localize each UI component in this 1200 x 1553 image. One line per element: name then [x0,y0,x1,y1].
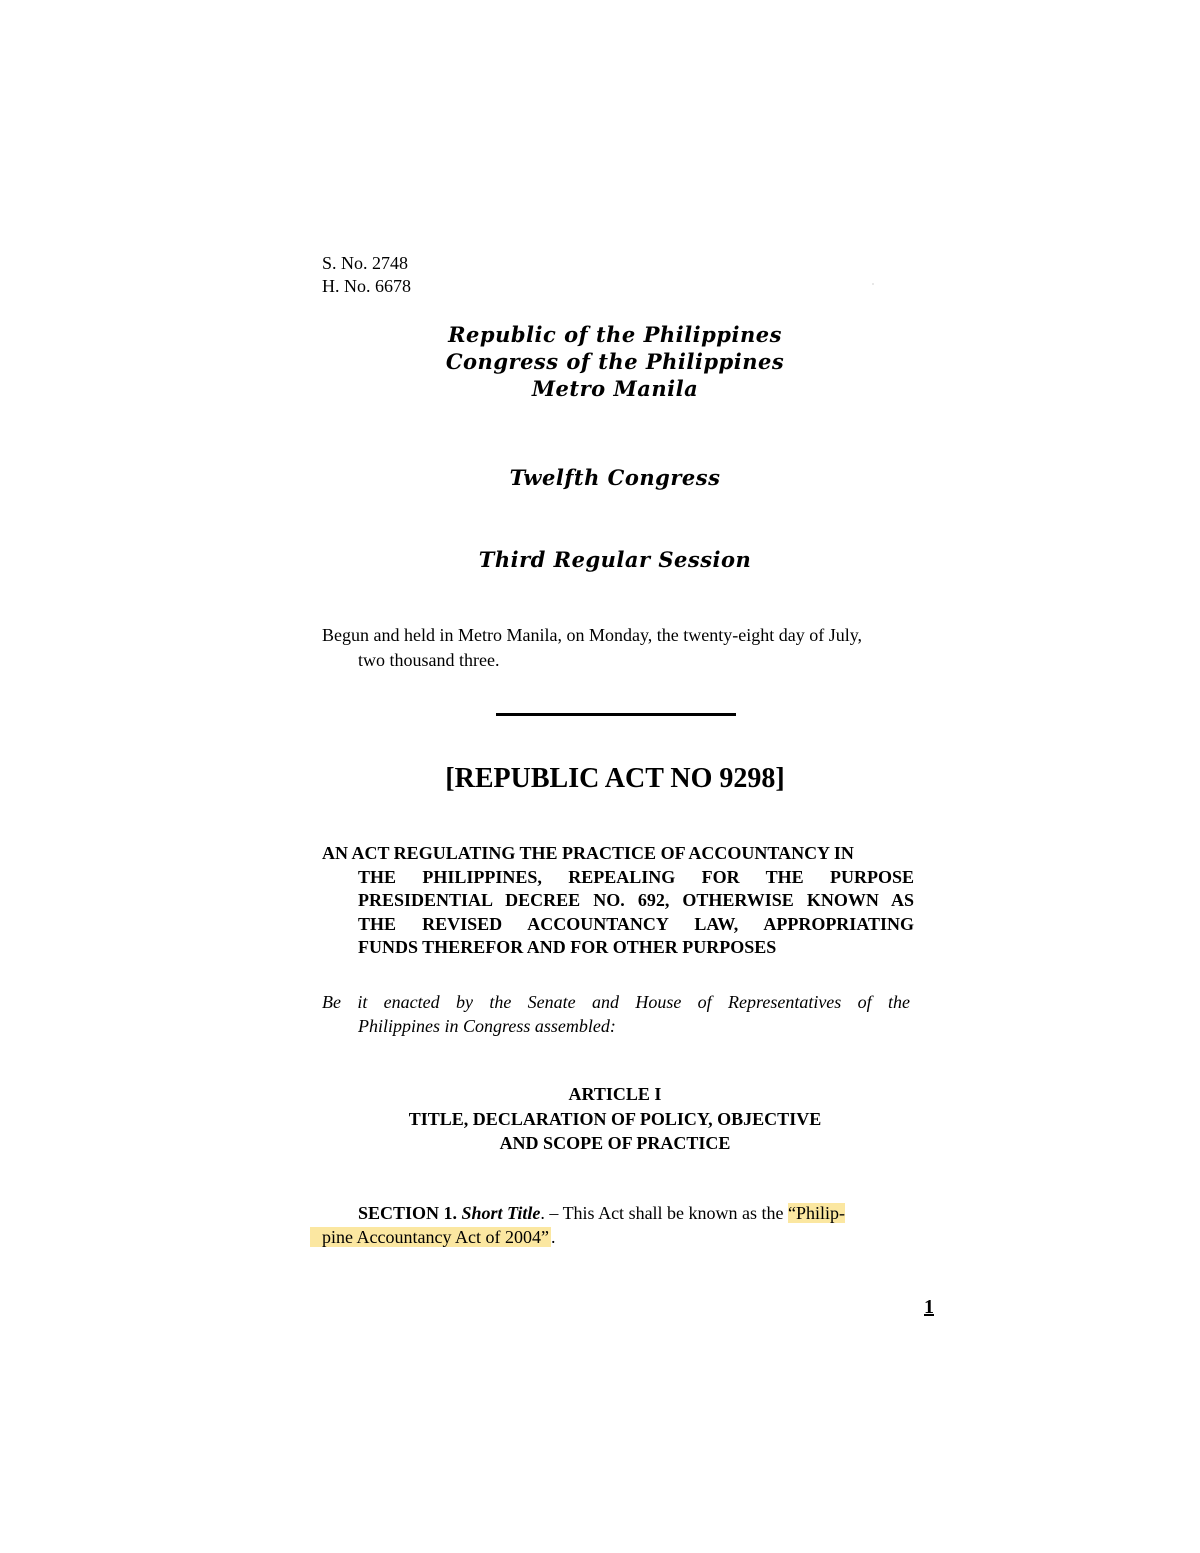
act-title-line-1: AN ACT REGULATING THE PRACTICE OF ACCOUNTANCY IN [322,843,854,863]
act-title-line-2: THE PHILIPPINES, REPEALING FOR THE PURPOSE [358,866,914,887]
enacting-line-1: Be it enacted by the Senate and House of Representatives of the [322,992,910,1012]
section-label: SECTION 1. [358,1203,458,1223]
article-number: ARTICLE I [568,1084,662,1104]
begun-clause [322,623,917,673]
article-heading [300,1082,930,1156]
section-1-line-1 [310,1201,920,1225]
begun-line-1: Begun and held in Metro Manila, on Monday, the twenty-eight day of July, [322,625,863,645]
section-1-line-2 [310,1225,920,1249]
section-heading: Short Title [461,1203,541,1223]
act-title [322,842,914,960]
senate-bill-number: S. No. 2748 [322,253,409,273]
act-title-line-4: THE REVISED ACCOUNTANCY LAW, APPROPRIATING [358,913,914,934]
header-location-line: Metro Manila [531,376,699,401]
header-congress-line: Congress of the Philippines [445,349,785,374]
header-republic-line: Republic of the Philippines [448,322,782,347]
enacting-clause [322,990,910,1038]
begun-line-2: two thousand three. [358,650,500,670]
congress-heading: Twelfth Congress [509,465,721,490]
highlighted-text-2: pine Accountancy Act of 2004” [310,1227,551,1247]
section-text: . – This Act shall be known as the [540,1203,789,1223]
article-title-line-2: AND SCOPE OF PRACTICE [499,1133,731,1153]
section-1 [310,1201,920,1249]
article-title-line-1: TITLE, DECLARATION OF POLICY, OBJECTIVE [408,1108,822,1129]
page-number: 1 [924,1296,934,1318]
highlighted-text-1: “Philip- [788,1203,846,1223]
republic-act-number: [REPUBLIC ACT NO 9298] [445,763,785,794]
bill-numbers [322,252,411,298]
republic-header [300,321,930,402]
act-title-line-5: FUNDS THEREFOR AND FOR OTHER PURPOSES [358,937,777,957]
enacting-line-2: Philippines in Congress assembled: [358,1016,616,1036]
house-bill-number: H. No. 6678 [322,276,411,296]
scan-speck [872,283,874,285]
horizontal-rule [496,713,736,716]
session-heading: Third Regular Session [478,547,752,572]
act-title-line-3: PRESIDENTIAL DECREE NO. 692, OTHERWISE KNOWN AS [358,890,914,910]
section-text-end: . [550,1227,556,1247]
